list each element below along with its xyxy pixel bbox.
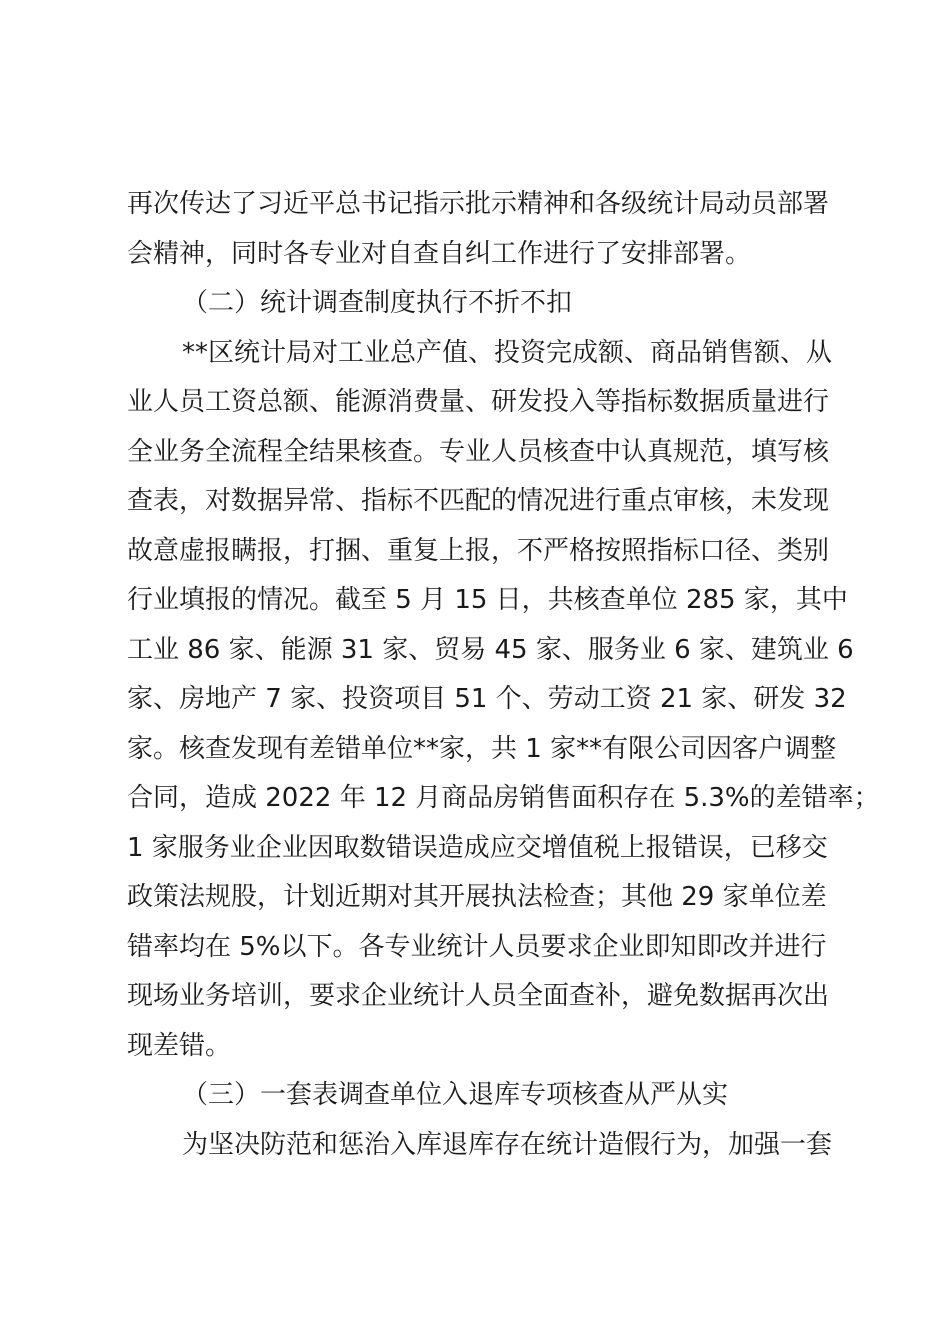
text-line: 家、房地产 7 家、投资项目 51 个、劳动工资 21 家、研发 32	[127, 684, 847, 714]
heading-line: （三）一套表调查单位入退库专项核查从严从实	[182, 1080, 729, 1110]
text-line: 1 家服务业企业因取数错误造成应交增值税上报错误，已移交	[127, 832, 828, 863]
heading-line: （二）统计调查制度执行不折不扣	[182, 288, 573, 318]
text-line: 全业务全流程全结果核查。专业人员核查中认真规范，填写核	[127, 436, 830, 467]
section-heading-3	[127, 1071, 857, 1121]
paragraph-storage-check	[127, 1121, 857, 1171]
text-line: 政策法规股，计划近期对其开展执法检查；其他 29 家单位差	[127, 882, 827, 912]
text-line: 故意虚报瞒报，打捆、重复上报，不严格按照指标口径、类别	[127, 535, 830, 566]
text-line: 查表，对数据异常、指标不匹配的情况进行重点审核，未发现	[127, 486, 830, 516]
paragraph-continuation	[127, 180, 857, 279]
text-line: 家。核查发现有差错单位**家，共 1 家**有限公司因客户调整	[127, 733, 837, 764]
text-line: 行业填报的情况。截至 5 月 15 日，共核查单位 285 家，其中	[127, 585, 848, 615]
paragraph-verification	[127, 329, 880, 1072]
text-line: 为坚决防范和惩治入库退库存在统计造假行为，加强一套	[182, 1129, 833, 1160]
text-line: 错率均在 5%以下。各专业统计人员要求企业即知即改并进行	[127, 931, 827, 962]
document-body	[127, 180, 880, 1170]
text-line: 合同，造成 2022 年 12 月商品房销售面积存在 5.3%的差错率；	[127, 783, 880, 813]
text-line: 业人员工资总额、能源消费量、研发投入等指标数据质量进行	[127, 387, 830, 417]
text-line: 工业 86 家、能源 31 家、贸易 45 家、服务业 6 家、建筑业 6	[127, 634, 854, 665]
text-line: 现差错。	[127, 1030, 232, 1061]
text-line: **区统计局对工业总产值、投资完成额、商品销售额、从	[182, 337, 833, 368]
text-line: 会精神，同时各专业对自查自纠工作进行了安排部署。	[127, 238, 752, 269]
text-line: 现场业务培训，要求企业统计人员全面查补，避免数据再次出	[127, 981, 830, 1011]
text-line: 再次传达了习近平总书记指示批示精神和各级统计局动员部署	[127, 189, 830, 219]
section-heading-2	[127, 279, 857, 329]
